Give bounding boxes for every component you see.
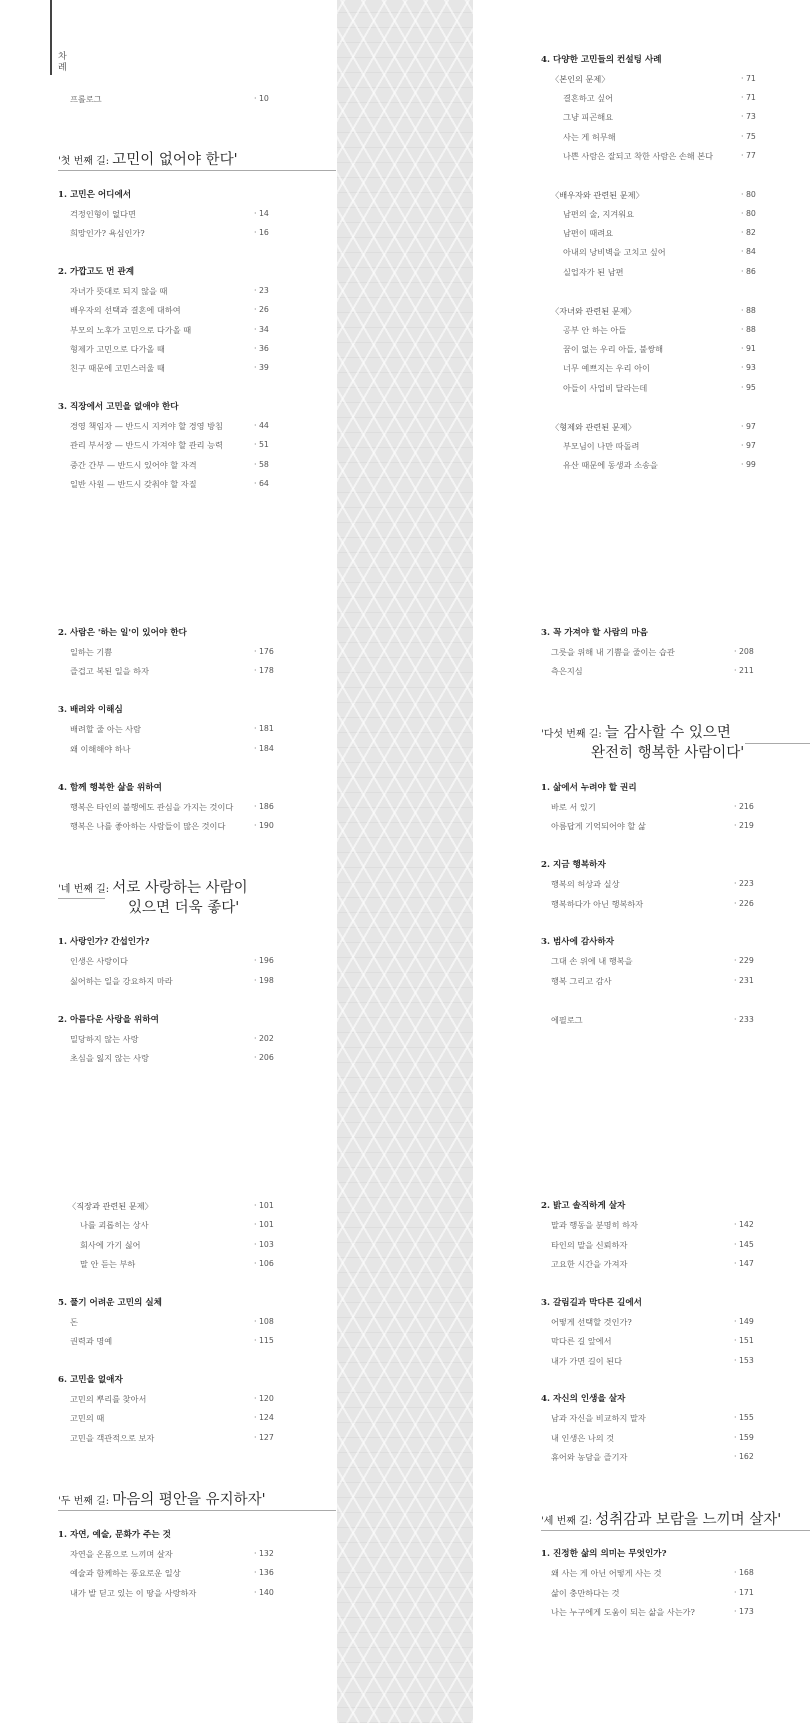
section-heading: 3. 갈림길과 막다른 길에서 xyxy=(541,1298,642,1308)
toc-entry: 에필로그 xyxy=(551,1015,583,1025)
section-heading: 4. 함께 행복한 삶을 위하여 xyxy=(58,783,162,793)
page-number: · 103 xyxy=(254,1240,274,1249)
section-heading: 2. 아름다운 사랑을 위하여 xyxy=(58,1015,159,1025)
page-number: · 93 xyxy=(741,363,756,372)
toc-entry: 행복은 타인의 불행에도 관심을 가지는 것이다 xyxy=(70,802,234,812)
toc-entry: 일반 사원 — 반드시 갖춰야 할 자질 xyxy=(70,479,197,489)
pattern-strip xyxy=(337,0,473,1723)
part-label: '첫 번째 길: xyxy=(58,156,113,167)
page-number: · 101 xyxy=(254,1220,274,1229)
page-number: · 173 xyxy=(734,1607,754,1616)
page-number: · 108 xyxy=(254,1317,274,1326)
toc-entry: 고요한 시간을 가져자 xyxy=(551,1259,628,1269)
toc-entry: 그냥 피곤해요 xyxy=(563,112,614,122)
page-number: · 151 xyxy=(734,1336,754,1345)
toc-entry: 나를 괴롭히는 상사 xyxy=(80,1220,149,1230)
page-number: · 71 xyxy=(741,93,756,102)
toc-entry: 아내의 낭비벽을 고치고 싶어 xyxy=(563,247,666,257)
toc-entry: 밀당하지 않는 사랑 xyxy=(70,1034,139,1044)
toc-entry: 배려할 줄 아는 사람 xyxy=(70,724,142,734)
part-heading: 있으면 더욱 좋다' xyxy=(128,900,240,916)
page-number: · 168 xyxy=(734,1568,754,1577)
part-title xyxy=(58,1490,266,1511)
page-number: · 202 xyxy=(254,1034,274,1043)
part-heading: 늘 감사할 수 있으면 xyxy=(604,725,731,741)
toc-entry: 중간 간부 — 반드시 있어야 할 자격 xyxy=(70,460,197,470)
toc-entry: 초심을 잃지 않는 사랑 xyxy=(70,1053,149,1063)
toc-entry: 자녀가 뜻대로 되지 않을 때 xyxy=(70,286,168,296)
toc-entry: 부모님이 나만 따돌려 xyxy=(563,441,640,451)
part-title xyxy=(541,1510,781,1531)
page-number: · 14 xyxy=(254,209,269,218)
toc-entry: 권력과 명예 xyxy=(70,1336,113,1346)
toc-entry: 경영 책임자 — 반드시 지켜야 할 경영 방침 xyxy=(70,421,223,431)
page-number: · 86 xyxy=(741,267,756,276)
toc-entry: 왜 사는 게 아닌 어떻게 사는 것 xyxy=(551,1568,662,1578)
group-heading: 〈배우자와 관련된 문제〉 xyxy=(551,190,644,200)
toc-entry: 배우자의 선택과 결혼에 대하여 xyxy=(70,305,181,315)
toc-entry: 유산 때문에 동생과 소송을 xyxy=(563,460,658,470)
toc-entry: 싫어하는 일을 강요하지 마라 xyxy=(70,976,173,986)
section-heading: 3. 꼭 가져야 할 사람의 마음 xyxy=(541,628,648,638)
page-number: · 181 xyxy=(254,724,274,733)
section-heading: 1. 사랑인가? 간섭인가? xyxy=(58,937,150,947)
toc-entry: 그릇을 위해 내 기쁨을 줄이는 습관 xyxy=(551,647,675,657)
page-number: · 97 xyxy=(741,441,756,450)
page-number: · 159 xyxy=(734,1433,754,1442)
toc-entry: 희망인가? 욕심인가? xyxy=(70,228,145,238)
page-number: · 162 xyxy=(734,1452,754,1461)
toc-entry: 아들이 사업비 달라는데 xyxy=(563,383,648,393)
section-heading: 5. 풀기 어려운 고민의 실체 xyxy=(58,1298,162,1308)
page-number: · 186 xyxy=(254,802,274,811)
toc-entry: 나는 누구에게 도움이 되는 삶을 사는가? xyxy=(551,1607,695,1617)
toc-entry: 내가 발 딛고 있는 이 땅을 사랑하자 xyxy=(70,1588,197,1598)
toc-entry: 행복하다가 아닌 행복하자 xyxy=(551,899,644,909)
page-number: · 16 xyxy=(254,228,269,237)
toc-entry: 돈 xyxy=(70,1317,78,1327)
toc-entry: 바로 서 있기 xyxy=(551,802,596,812)
part-heading: 고민이 없어야 한다' xyxy=(112,152,238,168)
part-heading: 완전히 행복한 사람이다' xyxy=(591,745,745,761)
page-number: · 34 xyxy=(254,325,269,334)
page-number: · 136 xyxy=(254,1568,274,1577)
toc-entry: 회사에 가기 싫어 xyxy=(80,1240,141,1250)
page-number: · 88 xyxy=(741,325,756,334)
page-number: · 106 xyxy=(254,1259,274,1268)
page-number: · 132 xyxy=(254,1549,274,1558)
toc-entry: 고민의 때 xyxy=(70,1413,105,1423)
toc-entry: 삶이 충만하다는 것 xyxy=(551,1588,620,1598)
page-number: · 140 xyxy=(254,1588,274,1597)
page-number: · 149 xyxy=(734,1317,754,1326)
page-number: · 39 xyxy=(254,363,269,372)
page-number: · 127 xyxy=(254,1433,274,1442)
part-label: '두 번째 길: xyxy=(58,1496,113,1507)
part-rule xyxy=(58,170,336,171)
toc-entry: 나쁜 사람은 잘되고 착한 사람은 손해 본다 xyxy=(563,151,714,161)
toc-entry: 관리 부서장 — 반드시 가져야 할 관리 능력 xyxy=(70,440,223,450)
part-rule xyxy=(58,898,105,899)
part-heading: 마음의 평안을 유지하자' xyxy=(112,1492,266,1508)
section-heading: 3. 배려와 이해심 xyxy=(58,705,123,715)
page-number: · 84 xyxy=(741,247,756,256)
section-heading: 2. 밝고 솔직하게 살자 xyxy=(541,1201,626,1211)
page-number: · 80 xyxy=(741,209,756,218)
toc-entry: 행복의 허상과 실상 xyxy=(551,879,620,889)
page-number: · 190 xyxy=(254,821,274,830)
toc-label: 차례 xyxy=(58,52,67,73)
page-number: · 99 xyxy=(741,460,756,469)
toc-entry: 아름답게 기억되어야 할 삶 xyxy=(551,821,646,831)
page-number: · 101 xyxy=(254,1201,274,1210)
page-number: · 10 xyxy=(254,94,269,103)
page-number: · 51 xyxy=(254,440,269,449)
toc-marker-line xyxy=(50,0,52,75)
page-number: · 229 xyxy=(734,956,754,965)
section-heading: 6. 고민을 없애자 xyxy=(58,1375,123,1385)
toc-entry: 인생은 사랑이다 xyxy=(70,956,128,966)
page-number: · 36 xyxy=(254,344,269,353)
page-number: · 223 xyxy=(734,879,754,888)
toc-entry: 남편이 때려요 xyxy=(563,228,614,238)
page-number: · 145 xyxy=(734,1240,754,1249)
toc-entry: 타인의 말을 신뢰하자 xyxy=(551,1240,628,1250)
toc-entry: 내가 가면 길이 된다 xyxy=(551,1356,623,1366)
toc-entry: 형제가 고민으로 다가올 때 xyxy=(70,344,165,354)
group-heading: 〈자녀와 관련된 문제〉 xyxy=(551,306,636,316)
page-number: · 198 xyxy=(254,976,274,985)
part-label: '세 번째 길: xyxy=(541,1516,596,1527)
part-label: '다섯 번째 길: xyxy=(541,729,605,740)
page-number: · 88 xyxy=(741,306,756,315)
toc-entry: 그대 손 위에 내 행복을 xyxy=(551,956,633,966)
page-number: · 208 xyxy=(734,647,754,656)
toc-entry: 남편의 술, 지겨워요 xyxy=(563,209,635,219)
page-number: · 196 xyxy=(254,956,274,965)
page-number: · 142 xyxy=(734,1220,754,1229)
toc-entry: 걱정인형이 없다면 xyxy=(70,209,136,219)
section-heading: 2. 사람은 '하는 일'이 있어야 한다 xyxy=(58,628,187,638)
toc-entry: 행복 그리고 감사 xyxy=(551,976,612,986)
page-number: · 71 xyxy=(741,74,756,83)
toc-entry: 남과 자신을 비교하지 말자 xyxy=(551,1413,646,1423)
section-heading: 3. 범사에 감사하자 xyxy=(541,937,615,947)
section-heading: 1. 삶에서 누려야 할 권리 xyxy=(541,783,637,793)
toc-entry: 사는 게 허무해 xyxy=(563,132,616,142)
page-number: · 211 xyxy=(734,666,754,675)
page-number: · 64 xyxy=(254,479,269,488)
page-number: · 231 xyxy=(734,976,754,985)
page-number: · 124 xyxy=(254,1413,274,1422)
toc-entry: 고민을 객관적으로 보자 xyxy=(70,1433,155,1443)
toc-entry: 측은지심 xyxy=(551,666,583,676)
toc-entry: 왜 이해해야 하나 xyxy=(70,744,131,754)
page-number: · 80 xyxy=(741,190,756,199)
toc-entry: 친구 때문에 고민스러울 때 xyxy=(70,363,165,373)
page-number: · 91 xyxy=(741,344,756,353)
page-number: · 153 xyxy=(734,1356,754,1365)
part-heading: 서로 사랑하는 사람이 xyxy=(112,880,248,896)
page-number: · 115 xyxy=(254,1336,274,1345)
toc-entry: 결혼하고 싶어 xyxy=(563,93,614,103)
part-title xyxy=(541,723,731,744)
part-title xyxy=(58,150,238,171)
toc-entry: 말과 행동을 분명히 하자 xyxy=(551,1220,638,1230)
page-number: · 44 xyxy=(254,421,269,430)
toc-entry: 어떻게 선택할 것인가? xyxy=(551,1317,632,1327)
toc-entry: 너무 예쁘지는 우리 아이 xyxy=(563,363,650,373)
page-number: · 120 xyxy=(254,1394,274,1403)
section-heading: 1. 고민은 어디에서 xyxy=(58,190,132,200)
section-heading: 4. 자신의 인생을 살자 xyxy=(541,1394,626,1404)
toc-entry: 내 인생은 나의 것 xyxy=(551,1433,615,1443)
part-title xyxy=(591,743,744,762)
page-number: · 147 xyxy=(734,1259,754,1268)
toc-entry: 공부 안 하는 아들 xyxy=(563,325,627,335)
part-rule xyxy=(745,743,810,744)
toc-entry: 부모의 노후가 고민으로 다가올 때 xyxy=(70,325,192,335)
part-title xyxy=(128,898,239,917)
page-number: · 155 xyxy=(734,1413,754,1422)
page-number: · 26 xyxy=(254,305,269,314)
toc-entry: 고민의 뿌리를 찾아서 xyxy=(70,1394,147,1404)
toc-entry: 예술과 함께하는 풍요로운 일상 xyxy=(70,1568,181,1578)
page-number: · 233 xyxy=(734,1015,754,1024)
page-number: · 82 xyxy=(741,228,756,237)
page-number: · 171 xyxy=(734,1588,754,1597)
page-number: · 58 xyxy=(254,460,269,469)
section-heading: 1. 자연, 예술, 문화가 주는 것 xyxy=(58,1530,171,1540)
part-heading: 성취감과 보람을 느끼며 살자' xyxy=(595,1512,782,1528)
page-number: · 184 xyxy=(254,744,274,753)
section-heading: 4. 다양한 고민들의 컨설팅 사례 xyxy=(541,55,662,65)
toc-entry: 실업자가 된 남편 xyxy=(563,267,624,277)
section-heading: 1. 진정한 삶의 의미는 무엇인가? xyxy=(541,1549,667,1559)
part-title xyxy=(58,878,248,899)
group-heading: 〈본인의 문제〉 xyxy=(551,74,610,84)
toc-entry: 휴어와 농담을 즐기자 xyxy=(551,1452,628,1462)
toc-entry: 일하는 기쁨 xyxy=(70,647,113,657)
page-number: · 219 xyxy=(734,821,754,830)
page-number: · 23 xyxy=(254,286,269,295)
toc-entry: 프롤로그 xyxy=(70,94,102,104)
part-rule xyxy=(58,1510,336,1511)
page-number: · 97 xyxy=(741,422,756,431)
page-number: · 226 xyxy=(734,899,754,908)
toc-entry: 자연을 온몸으로 느끼며 살자 xyxy=(70,1549,173,1559)
page-number: · 73 xyxy=(741,112,756,121)
group-heading: 〈직장과 관련된 문제〉 xyxy=(68,1201,153,1211)
page-number: · 77 xyxy=(741,151,756,160)
page-number: · 176 xyxy=(254,647,274,656)
group-heading: 〈형제와 관련된 문제〉 xyxy=(551,422,636,432)
page-number: · 206 xyxy=(254,1053,274,1062)
toc-entry: 행복은 나를 좋아하는 사람들이 많은 것이다 xyxy=(70,821,226,831)
section-heading: 3. 직장에서 고민을 없애야 한다 xyxy=(58,402,179,412)
section-heading: 2. 가깝고도 먼 관계 xyxy=(58,267,135,277)
toc-entry: 말 안 듣는 부하 xyxy=(80,1259,136,1269)
toc-entry: 즐겁고 복된 일을 하자 xyxy=(70,666,149,676)
toc-entry: 꿈이 없는 우리 아들, 불쌍해 xyxy=(563,344,664,354)
section-heading: 2. 지금 행복하자 xyxy=(541,860,606,870)
part-rule xyxy=(541,1530,810,1531)
page-number: · 75 xyxy=(741,132,756,141)
toc-entry: 막다른 길 앞에서 xyxy=(551,1336,612,1346)
page-number: · 178 xyxy=(254,666,274,675)
page-number: · 95 xyxy=(741,383,756,392)
page-number: · 216 xyxy=(734,802,754,811)
part-label: '네 번째 길: xyxy=(58,884,113,895)
